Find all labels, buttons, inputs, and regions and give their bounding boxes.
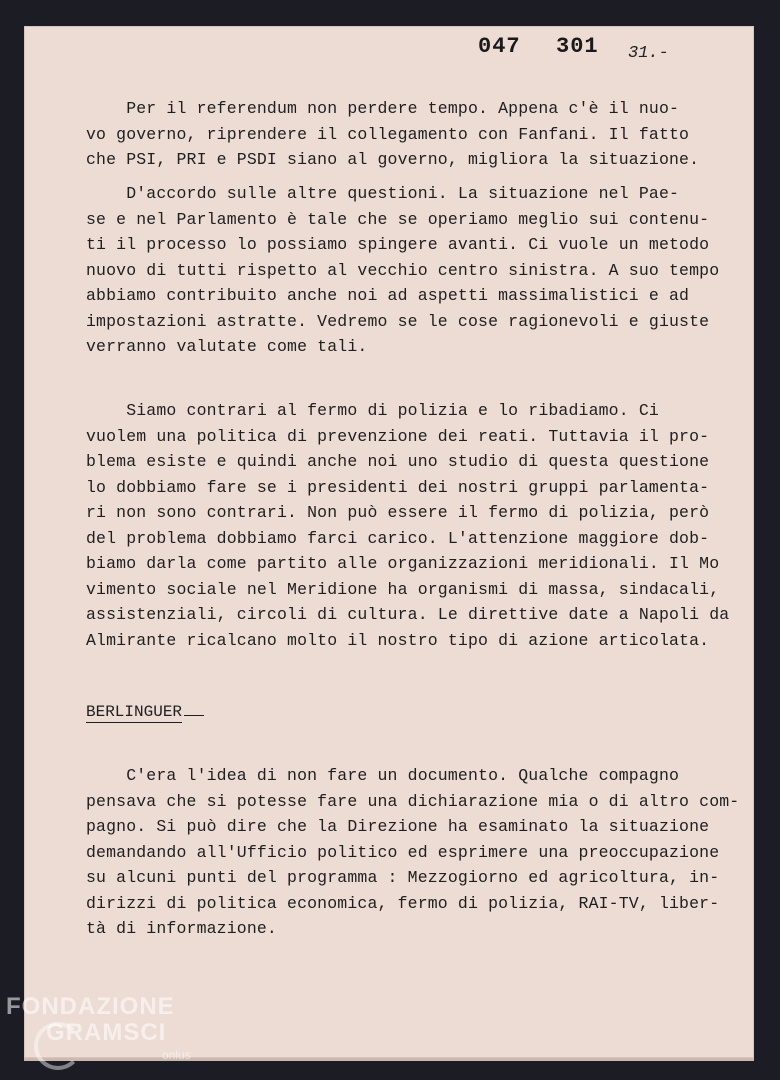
speaker-name: BERLINGUER (86, 703, 183, 721)
paragraph-berlinguer: C'era l'idea di non fare un documento. Qualche compagno pensava che si potesse fare una dichiarazione mia o di altro pagno. Si può dire che la Direzione ha esaminato la situazione demandando all'Ufficio politico ed esprimere una preoccupazione su alcuni punti del programma : Mezzogiorno ed agricoltura, in- dirizzi di politica economica, fermo di polizia, RAI-TV, liber- tà di informazione. (86, 766, 720, 938)
paragraph-fermo-polizia: Siamo contrari al fermo di polizia e lo ribadiamo. Ci vuolem una politica di prevenzione dei reati. Tuttavia il pro- blema esiste e quindi anche noi uno studio di questa questione lo dobbiamo fare se i presidenti dei nostri gruppi parlamenta- ri non sono contrari. Non può essere il fermo di polizia, però del problema dobbiamo farci carico. L'attenzione maggiore dob- biamo darla come partito alle organizzazioni meridionali. Il vimento sociale nel Meridione ha organismi di massa, sindacali, assistenziali, circoli di cultura. Le direttive date a Napoli Almirante ricalcano molto il nostro tipo di azione articolata. (86, 401, 720, 650)
fondazione-gramsci-watermark (6, 993, 191, 1062)
page-edge (24, 1058, 754, 1061)
archive-code-right: 301 (556, 34, 599, 59)
watermark-line2: GRAMSCI (46, 1019, 167, 1046)
page-number: 31.- (628, 44, 669, 63)
watermark-line3: onlus (162, 1048, 191, 1062)
archive-code-left: 047 (478, 34, 521, 59)
paragraph-referendum: Per il referendum non perdere tempo. Appena c'è il nuo- vo governo, riprendere il collegamento con Fanfani. Il fatto che PSI, PRI e PSDI siano al governo, migliora la situazione. (86, 99, 700, 169)
watermark-line1: FONDAZIONE (6, 993, 175, 1020)
logo-g-icon (34, 1022, 82, 1070)
speaker-heading (86, 703, 204, 721)
paragraph-accordo: D'accordo sulle altre questioni. La situazione nel Pae- se e nel Parlamento è tale che se operiamo meglio sui contenu- ti il processo lo possiamo spingere avanti. Ci vuole un metodo nuovo di tutti rispetto al vecchio centro sinistra. A suo tempo abbiamo contribuito anche noi ad aspetti massimalistici e ad impostazioni astratte. Vedremo se le cose ragionevoli e giuste verranno valutate come tali. (86, 184, 720, 356)
